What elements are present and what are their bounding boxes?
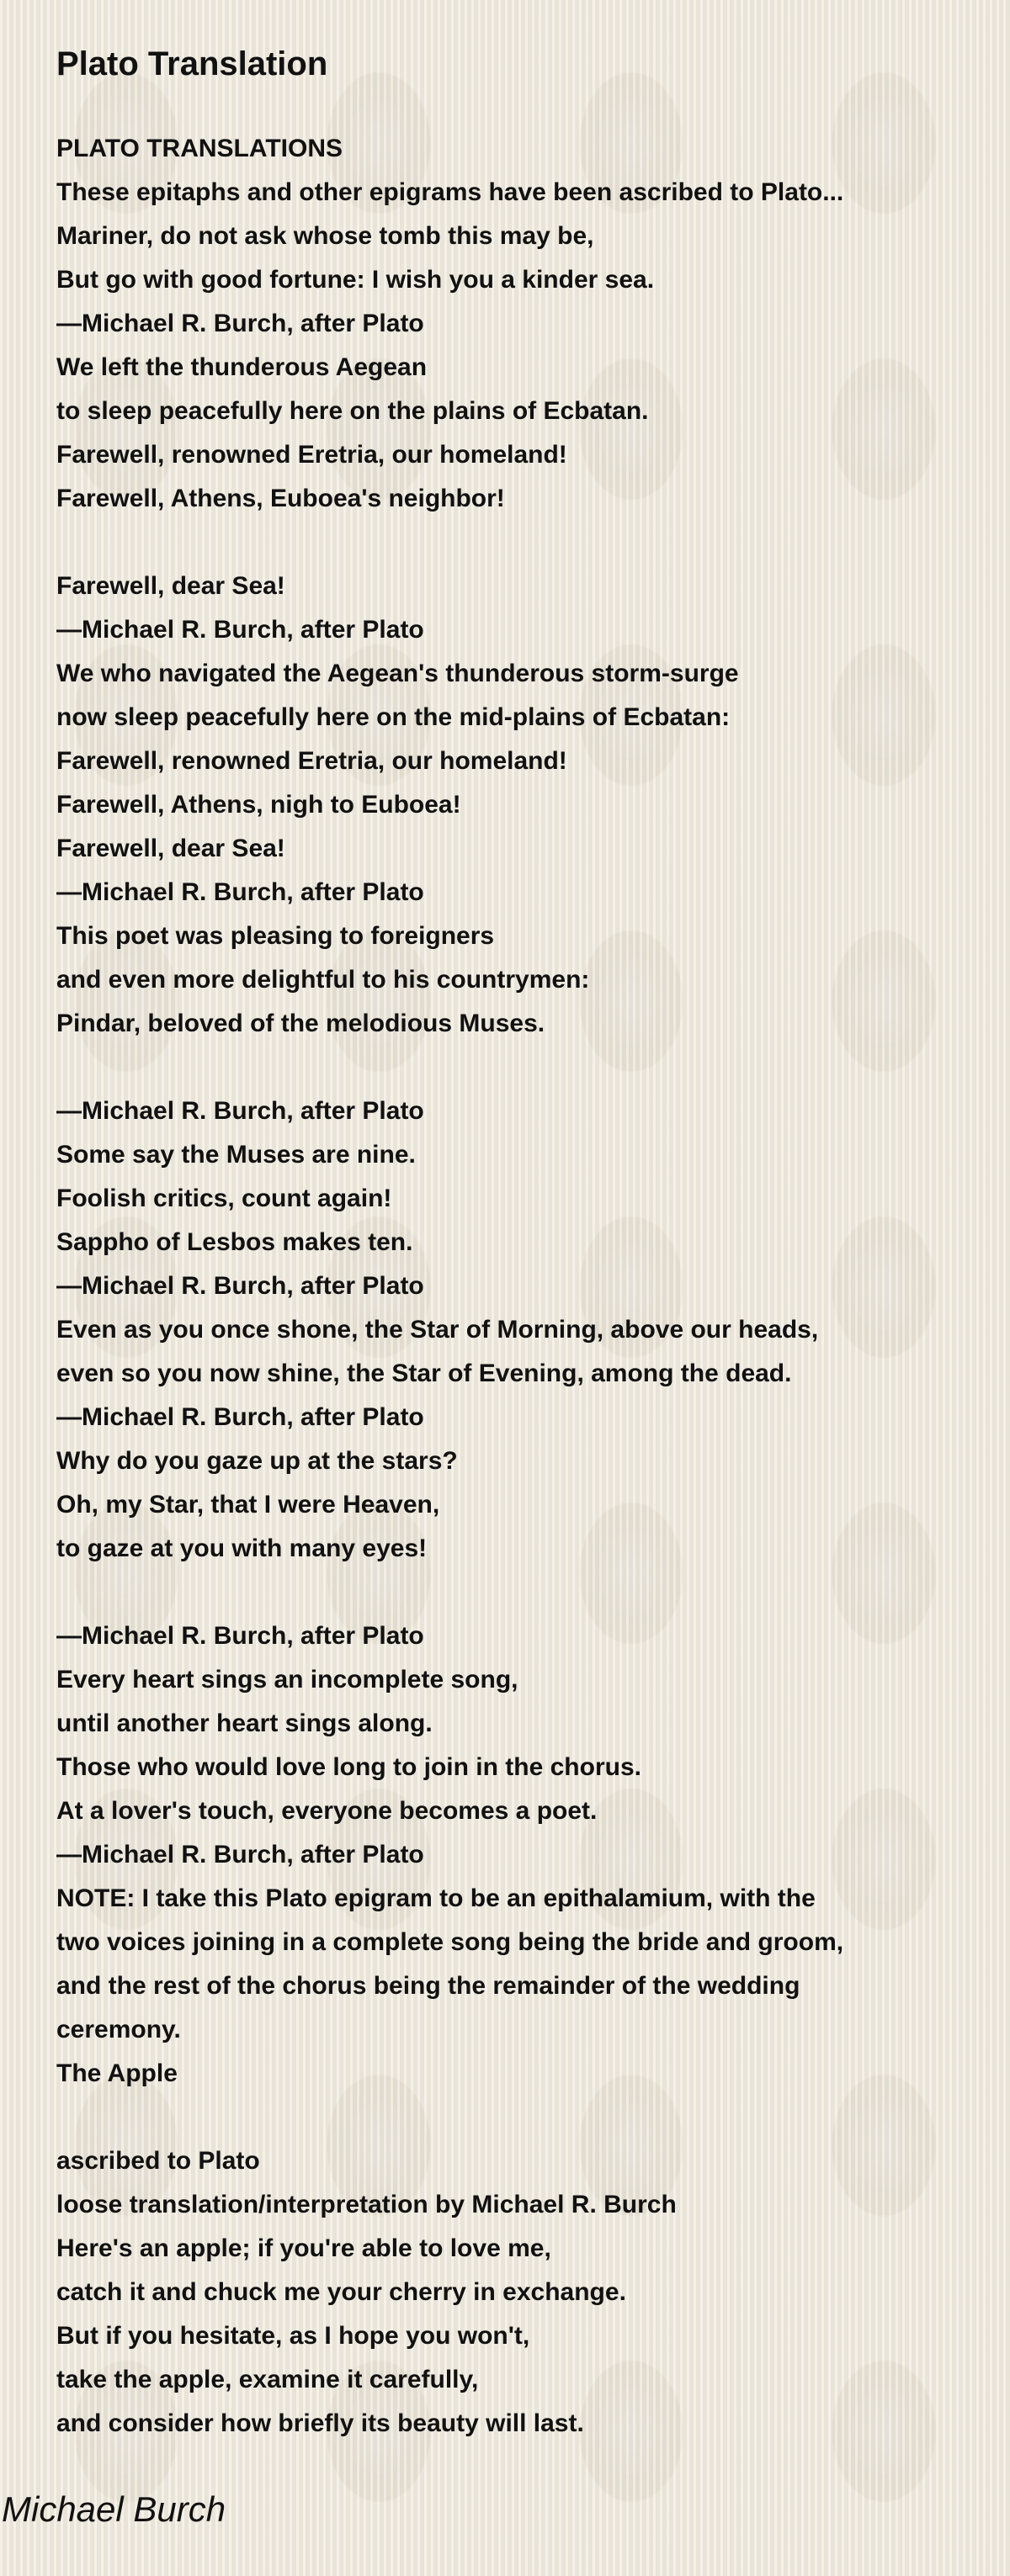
- poem-line: to gaze at you with many eyes!: [56, 1534, 428, 1562]
- poem-author[interactable]: Michael Burch: [2, 2489, 226, 2529]
- stanza-break: [56, 1571, 974, 1614]
- poem-title: Plato Translation: [56, 45, 328, 82]
- stanza-break: [56, 521, 974, 564]
- poem-line: —Michael R. Burch, after Plato: [56, 616, 424, 644]
- poem-line: The Apple: [56, 2059, 178, 2087]
- poem-line: But if you hesitate, as I hope you won't,: [56, 2322, 530, 2350]
- poem-line: to sleep peacefully here on the plains of Ecbatan.: [56, 397, 649, 425]
- poem-line: Farewell, Athens, nigh to Euboea!: [56, 791, 461, 819]
- poem-page: [56, 0, 974, 2446]
- poem-line: Those who would love long to join in the chorus.: [56, 1753, 641, 1781]
- poem-line: Here's an apple; if you're able to love me,: [56, 2234, 551, 2262]
- poem-line: We left the thunderous Aegean: [56, 353, 428, 381]
- poem-line: Sappho of Lesbos makes ten.: [56, 1228, 413, 1256]
- poem-line: Farewell, renowned Eretria, our homeland!: [56, 747, 567, 775]
- poem-line: Farewell, dear Sea!: [56, 835, 285, 862]
- poem-line: This poet was pleasing to foreigners: [56, 922, 495, 950]
- poem-line: —Michael R. Burch, after Plato: [56, 310, 424, 337]
- poem-line: We who navigated the Aegean's thunderous storm-surge: [56, 660, 739, 687]
- poem-line: Even as you once shone, the Star of Morning, above our heads,: [56, 1316, 819, 1344]
- poem-line: —Michael R. Burch, after Plato: [56, 1272, 424, 1300]
- poem-line: take the apple, examine it carefully,: [56, 2366, 479, 2393]
- poem-line: —Michael R. Burch, after Plato: [56, 1403, 424, 1431]
- poem-line: loose translation/interpretation by Michael R. Burch: [56, 2191, 677, 2218]
- poem-line: Farewell, renowned Eretria, our homeland!: [56, 441, 567, 469]
- poem-line: two voices joining in a complete song being the bride and groom,: [56, 1928, 844, 1956]
- poem-line: Pindar, beloved of the melodious Muses.: [56, 1010, 545, 1037]
- poem-line: —Michael R. Burch, after Plato: [56, 878, 424, 906]
- poem-line: Every heart sings an incomplete song,: [56, 1666, 518, 1693]
- poem-line: until another heart sings along.: [56, 1709, 433, 1737]
- stanza-break: [56, 2096, 974, 2139]
- poem-line: —Michael R. Burch, after Plato: [56, 1841, 424, 1868]
- poem-line: Why do you gaze up at the stars?: [56, 1447, 458, 1475]
- poem-line: and the rest of the chorus being the remainder of the wedding: [56, 1972, 800, 2000]
- poem-body: [56, 127, 974, 2446]
- poem-line: and even more delightful to his countrymen:: [56, 966, 590, 994]
- poem-line: ascribed to Plato: [56, 2147, 260, 2175]
- poem-line: But go with good fortune: I wish you a kinder sea.: [56, 266, 655, 294]
- poem-line: Farewell, Athens, Euboea's neighbor!: [56, 485, 505, 512]
- poem-line: Farewell, dear Sea!: [56, 572, 285, 600]
- stanza-break: [56, 1046, 974, 1089]
- poem-line: These epitaphs and other epigrams have been ascribed to Plato...: [56, 178, 844, 206]
- poem-line: Oh, my Star, that I were Heaven,: [56, 1491, 440, 1519]
- poem-line: Mariner, do not ask whose tomb this may be,: [56, 222, 594, 250]
- poem-line: even so you now shine, the Star of Evening, among the dead.: [56, 1360, 792, 1387]
- poem-line: catch it and chuck me your cherry in exchange.: [56, 2278, 626, 2306]
- poem-line: Some say the Muses are nine.: [56, 1141, 416, 1169]
- poem-line: NOTE: I take this Plato epigram to be an epithalamium, with the: [56, 1884, 816, 1912]
- poem-line: At a lover's touch, everyone becomes a poet.: [56, 1797, 598, 1825]
- poem-line: —Michael R. Burch, after Plato: [56, 1622, 424, 1650]
- poem-line: and consider how briefly its beauty will last.: [56, 2409, 584, 2437]
- poem-line: PLATO TRANSLATIONS: [56, 135, 343, 162]
- poem-line: Foolish critics, count again!: [56, 1185, 392, 1212]
- poem-line: now sleep peacefully here on the mid-plains of Ecbatan:: [56, 703, 731, 731]
- poem-line: ceremony.: [56, 2016, 181, 2043]
- poem-line: —Michael R. Burch, after Plato: [56, 1097, 424, 1125]
